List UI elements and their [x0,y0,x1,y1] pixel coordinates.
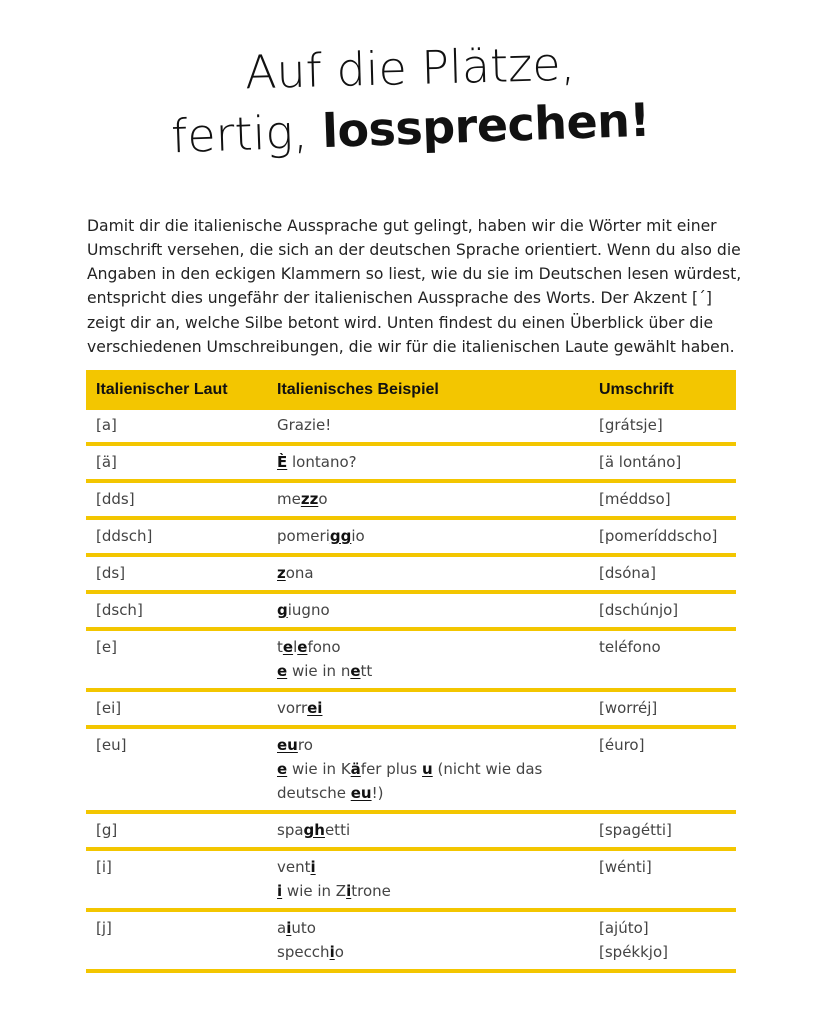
example-text: o [318,490,328,508]
umschrift-text: [spagétti] [599,821,672,839]
beispiel-line [277,818,579,842]
table-row [86,444,736,481]
beispiel-line [277,916,579,940]
umschrift-text: [wénti] [599,858,652,876]
highlighted-letters: i [346,882,352,900]
table-row [86,481,736,518]
example-text: a [277,919,287,937]
laut-cell: [ds] [86,555,267,592]
beispiel-line [277,733,579,757]
umschrift-text: [éuro] [599,736,645,754]
example-text: uto [291,919,316,937]
example-text: tt [360,662,373,680]
example-text: pomeri [277,527,330,545]
beispiel-line [277,855,579,879]
header-umschrift: Umschrift [589,370,736,410]
beispiel-line [277,598,579,622]
example-text: lontano? [287,453,357,471]
umschrift-text: [ajúto] [599,919,649,937]
umschrift-cell [589,592,736,629]
umschrift-cell [589,481,736,518]
example-text: wie in Z [282,882,347,900]
example-text: t [277,638,283,656]
example-text: iugno [287,601,330,619]
example-text: l [293,638,298,656]
beispiel-line [277,659,579,683]
umschrift-cell [589,727,736,812]
beispiel-cell [267,629,589,690]
example-text: fono [307,638,341,656]
page-title [0,36,821,164]
table-row [86,690,736,727]
laut-cell: [dsch] [86,592,267,629]
example-text: spa [277,821,304,839]
beispiel-line [277,524,579,548]
table-row [86,910,736,971]
umschrift-text: [grátsje] [599,416,663,434]
example-text: ona [285,564,314,582]
umschrift-cell [589,555,736,592]
table-body [86,410,736,971]
highlighted-letters: zz [300,490,319,508]
table-row [86,629,736,690]
umschrift-cell [589,812,736,849]
beispiel-cell [267,592,589,629]
beispiel-line [277,940,579,964]
header-laut: Italienischer Laut [86,370,267,410]
example-text: ro [297,736,313,754]
beispiel-cell [267,518,589,555]
umschrift-text: [dschúnjo] [599,601,679,619]
beispiel-line [277,781,579,805]
highlighted-letters: È [277,453,288,471]
example-text: io [351,527,365,545]
highlighted-letters: e [277,662,288,680]
laut-cell: [ei] [86,690,267,727]
table-row [86,727,736,812]
example-text: fer plus [360,760,423,778]
example-text: Grazie! [277,416,332,434]
umschrift-cell [589,444,736,481]
laut-cell: [dds] [86,481,267,518]
highlighted-letters: u [422,760,433,778]
highlighted-letters: z [277,564,286,582]
table-row [86,518,736,555]
title-line-1: Auf die Plätze, [244,36,577,100]
intro-paragraph: Damit dir die italienische Aussprache gut gelingt, haben wir die Wörter mit einer Umschrift versehen, die sich an der deutschen Sprache orientiert. Wenn du also die Angaben in den eckigen Klammern so liest, wie du sie im Deutschen lesen würdest, entspricht dies ungefähr der italienischen Aussprache des Worts. Der Akzent [´] zeigt dir an, welche Silbe betont wird. Unten findest du einen Überblick über die verschiedenen Umschreibungen, die wir für die italienischen Laute gewählt haben. [87,216,742,357]
beispiel-cell [267,727,589,812]
highlighted-letters: e [297,638,308,656]
example-text: me [277,490,301,508]
beispiel-cell [267,444,589,481]
example-text: trone [351,882,391,900]
laut-cell: [i] [86,849,267,910]
beispiel-cell [267,812,589,849]
umschrift-text: [dsóna] [599,564,656,582]
beispiel-line [277,413,579,437]
beispiel-line [277,450,579,474]
beispiel-cell [267,481,589,518]
highlighted-letters: i [329,943,335,961]
highlighted-letters: eu [350,784,372,802]
table-row [86,555,736,592]
highlighted-letters: ei [307,699,323,717]
umschrift-cell [589,849,736,910]
umschrift-cell [589,518,736,555]
beispiel-cell [267,690,589,727]
umschrift-cell [589,690,736,727]
beispiel-line [277,696,579,720]
highlighted-letters: gh [303,821,325,839]
laut-cell: [g] [86,812,267,849]
highlighted-letters: gg [329,527,352,545]
title-line-2-regular: fertig, [170,104,324,164]
umschrift-text: [méddso] [599,490,671,508]
umschrift-cell [589,629,736,690]
title-line-2-bold: lossprechen! [321,92,651,159]
umschrift-text: [ä lontáno] [599,453,682,471]
umschrift-text: teléfono [599,638,661,656]
example-text: deutsche [277,784,351,802]
title-line-2 [170,90,651,167]
example-text: (nicht wie das [432,760,543,778]
umschrift-text: [spékkjo] [599,943,668,961]
highlighted-letters: eu [277,736,298,754]
example-text: etti [324,821,351,839]
table-row [86,812,736,849]
highlighted-letters: e [350,662,361,680]
header-beispiel: Italienisches Beispiel [267,370,589,410]
highlighted-letters: g [277,601,288,619]
beispiel-cell [267,910,589,971]
pronunciation-table [86,370,736,973]
example-text: vorr [277,699,308,717]
table-row [86,592,736,629]
example-text: wie in K [287,760,351,778]
laut-cell: [eu] [86,727,267,812]
beispiel-line [277,635,579,659]
beispiel-cell [267,555,589,592]
laut-cell: [j] [86,910,267,971]
example-text: wie in n [287,662,351,680]
highlighted-letters: i [277,882,283,900]
example-text: specch [277,943,330,961]
umschrift-cell [589,410,736,444]
table-header-row [86,370,736,410]
beispiel-line [277,757,579,781]
highlighted-letters: ä [350,760,361,778]
laut-cell: [ä] [86,444,267,481]
umschrift-text: [pomeríddscho] [599,527,718,545]
highlighted-letters: i [310,858,316,876]
beispiel-line [277,487,579,511]
umschrift-cell [589,910,736,971]
table-row [86,849,736,910]
example-text: o [334,943,344,961]
umschrift-text: [worréj] [599,699,658,717]
beispiel-line [277,879,579,903]
laut-cell: [ddsch] [86,518,267,555]
beispiel-cell [267,410,589,444]
laut-cell: [e] [86,629,267,690]
highlighted-letters: e [277,760,288,778]
highlighted-letters: i [286,919,292,937]
laut-cell: [a] [86,410,267,444]
highlighted-letters: e [282,638,294,656]
example-text: !) [371,784,384,802]
example-text: vent [277,858,311,876]
table-row [86,410,736,444]
beispiel-line [277,561,579,585]
beispiel-cell [267,849,589,910]
